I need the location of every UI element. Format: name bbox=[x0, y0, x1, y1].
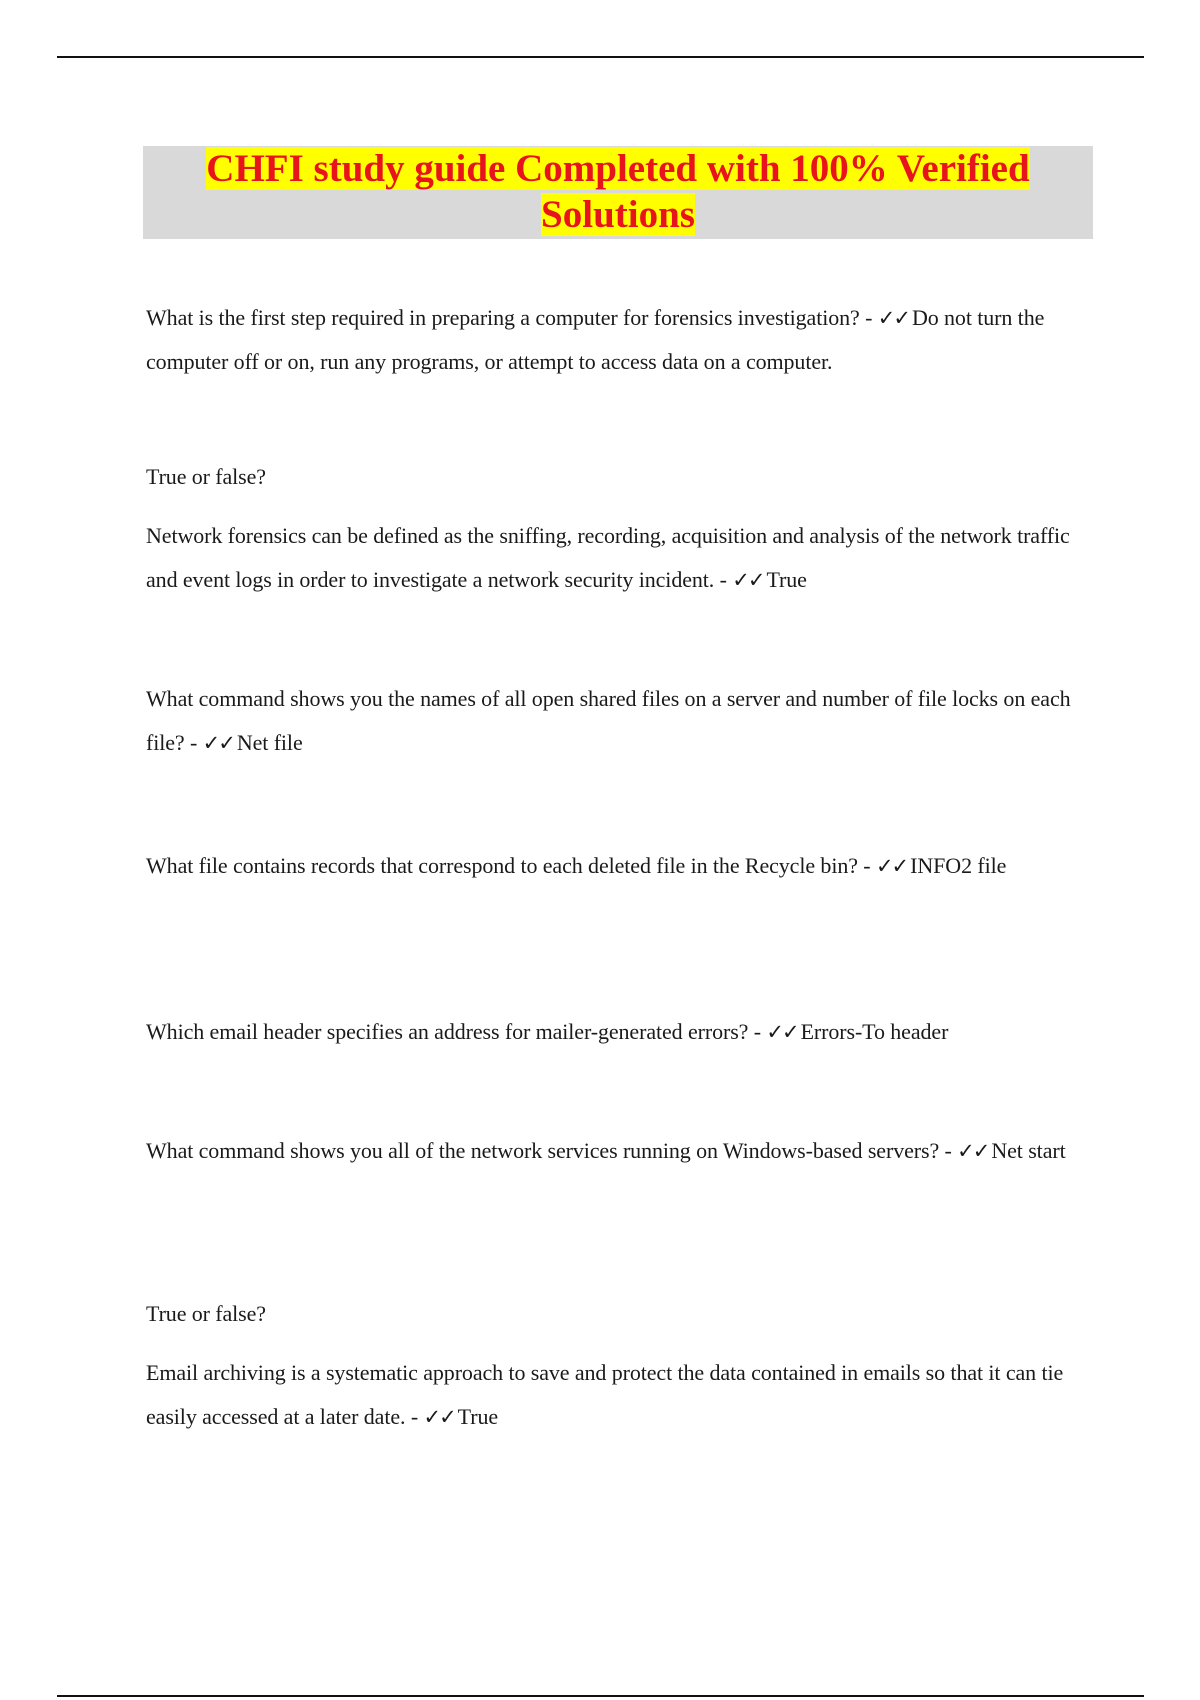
prompt-text: True or false? bbox=[146, 464, 266, 489]
answer-text: Do not turn the computer off or on, run any programs, or attempt to access data on a computer. bbox=[146, 305, 1045, 374]
qa-item-6 bbox=[146, 1129, 1086, 1173]
title-banner bbox=[143, 146, 1093, 239]
answer-text: INFO2 file bbox=[910, 853, 1007, 878]
answer-text: True bbox=[766, 567, 807, 592]
qa-item-5 bbox=[146, 1010, 1086, 1054]
question-text: Which email header specifies an address for mailer-generated errors? - bbox=[146, 1019, 761, 1044]
prompt-text: True or false? bbox=[146, 1301, 266, 1326]
qa-item-3 bbox=[146, 677, 1086, 765]
question-text: What command shows you the names of all open shared files on a server and number of file locks on each file? - bbox=[146, 686, 1071, 755]
check-mark-icon: ✓✓ bbox=[877, 306, 909, 330]
document-title: CHFI study guide Completed with 100% Verified Solutions bbox=[206, 147, 1030, 236]
check-mark-icon: ✓✓ bbox=[732, 568, 764, 592]
qa-item-2 bbox=[146, 514, 1086, 602]
question-text: What file contains records that correspond to each deleted file in the Recycle bin? - bbox=[146, 853, 871, 878]
question-text: Network forensics can be defined as the sniffing, recording, acquisition and analysis of the network traffic and event logs in order to investigate a network security incident. - bbox=[146, 523, 1070, 592]
answer-text: Net start bbox=[991, 1138, 1066, 1163]
bottom-rule bbox=[57, 1695, 1144, 1697]
check-mark-icon: ✓✓ bbox=[875, 854, 908, 878]
answer-text: Net file bbox=[236, 730, 303, 755]
qa-item-4 bbox=[146, 844, 1086, 888]
check-mark-icon: ✓✓ bbox=[766, 1020, 798, 1044]
check-mark-icon: ✓✓ bbox=[423, 1405, 455, 1429]
answer-text: True bbox=[457, 1404, 499, 1429]
question-text: Email archiving is a systematic approach to save and protect the data contained in emails so that it can tie easily accessed at a later date. - bbox=[146, 1360, 1064, 1429]
qa-item-1 bbox=[146, 296, 1086, 384]
question-text: What command shows you all of the network services running on Windows-based servers? - bbox=[146, 1138, 952, 1163]
check-mark-icon: ✓✓ bbox=[957, 1139, 989, 1163]
answer-text: Errors-To header bbox=[800, 1019, 949, 1044]
top-rule bbox=[57, 56, 1144, 58]
check-mark-icon: ✓✓ bbox=[202, 731, 234, 755]
question-text: What is the first step required in preparing a computer for forensics investigation? - bbox=[146, 305, 873, 330]
qa-item-7 bbox=[146, 1351, 1086, 1439]
